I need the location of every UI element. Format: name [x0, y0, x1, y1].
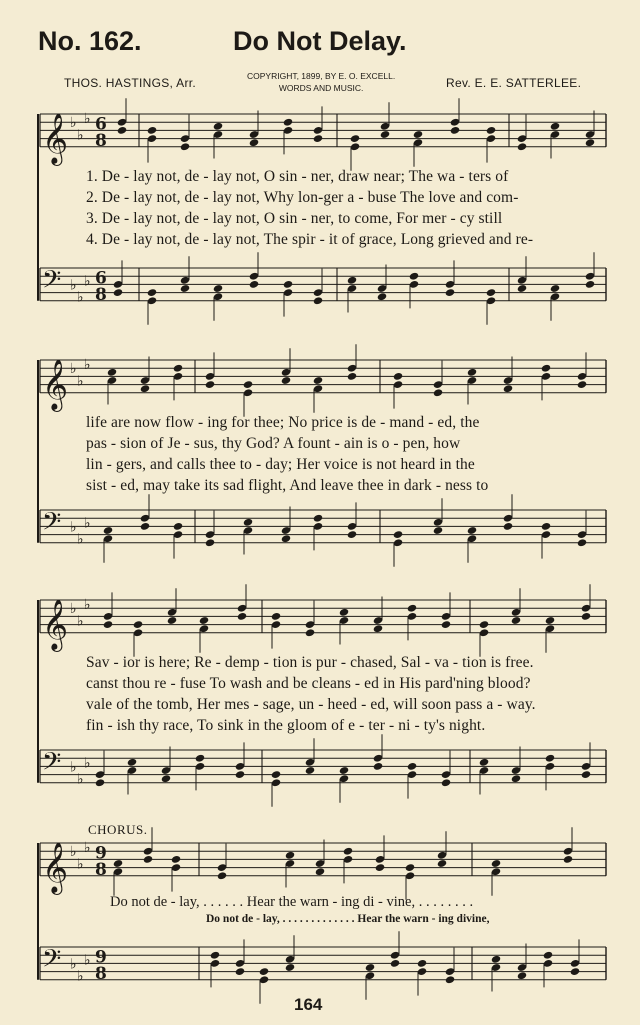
note-head-icon	[350, 134, 360, 143]
note-head-icon	[305, 628, 315, 637]
note-head-icon	[213, 284, 223, 293]
note-head-icon	[393, 530, 403, 539]
bass-clef-icon: 𝄢	[42, 944, 62, 980]
chorus-treble-lyrics: Do not de - lay, . . . . . . Hear the warn - ing di - vine, . . . . . . . .	[110, 894, 474, 910]
note-head-icon	[550, 284, 560, 293]
hymn-number: No. 162.	[38, 26, 142, 56]
note-head-icon	[405, 863, 415, 872]
note-head-icon	[283, 280, 293, 289]
flat-icon: ♭	[70, 956, 77, 973]
note-head-icon	[417, 959, 427, 968]
note-head-icon	[147, 126, 157, 135]
note-head-icon	[407, 762, 417, 771]
verse-1-line-3: Sav - ior is here; Re - demp - tion is pur - chased, Sal - va - tion is free.	[86, 654, 534, 671]
note-head-icon	[205, 380, 215, 389]
time-signature-icon: 9	[95, 947, 107, 968]
flat-icon: ♭	[84, 952, 91, 969]
note-head-icon	[243, 380, 253, 389]
note-head-icon	[180, 284, 190, 293]
time-signature-icon: 6	[95, 268, 107, 289]
note-head-icon	[195, 754, 205, 763]
author-credit: Rev. E. E. SATTERLEE.	[446, 76, 582, 90]
verse-4-line-1: 4. De - lay not, de - lay not, The spir - it of grace, Long grieved and re-	[86, 231, 534, 248]
note-head-icon	[467, 526, 477, 535]
note-head-icon	[517, 284, 527, 293]
flat-icon: ♭	[77, 771, 84, 788]
note-head-icon	[467, 368, 477, 377]
note-head-icon	[347, 530, 357, 539]
note-head-icon	[103, 526, 113, 535]
note-head-icon	[107, 368, 117, 377]
note-head-icon	[570, 967, 580, 976]
note-head-icon	[486, 126, 496, 135]
note-head-icon	[390, 959, 400, 968]
note-head-icon	[171, 855, 181, 864]
note-head-icon	[541, 522, 551, 531]
flat-icon: ♭	[70, 115, 77, 132]
note-head-icon	[235, 967, 245, 976]
note-head-icon	[343, 847, 353, 856]
note-head-icon	[517, 971, 527, 980]
time-signature-icon: 8	[95, 284, 107, 305]
note-head-icon	[143, 855, 153, 864]
note-head-icon	[441, 778, 451, 787]
note-head-icon	[563, 855, 573, 864]
note-head-icon	[249, 138, 259, 147]
note-head-icon	[167, 616, 177, 625]
flat-icon: ♭	[84, 111, 91, 128]
note-head-icon	[479, 620, 489, 629]
flat-icon: ♭	[77, 856, 84, 873]
note-head-icon	[491, 955, 501, 964]
note-head-icon	[281, 376, 291, 385]
chorus-label: CHORUS.	[88, 822, 148, 837]
note-head-icon	[237, 612, 247, 621]
note-head-icon	[140, 522, 150, 531]
time-signature-icon: 8	[95, 130, 107, 151]
time-signature-icon: 6	[95, 114, 107, 135]
verse-4-line-2: sist - ed, may take its sad flight, And leave thee in dark - ness to	[86, 477, 489, 494]
treble-clef-icon: 𝄞	[42, 112, 69, 164]
note-head-icon	[373, 762, 383, 771]
note-head-icon	[445, 288, 455, 297]
time-signature-icon: 8	[95, 963, 107, 984]
note-head-icon	[339, 766, 349, 775]
note-head-icon	[313, 376, 323, 385]
note-head-icon	[373, 624, 383, 633]
note-head-icon	[140, 384, 150, 393]
flat-icon: ♭	[77, 289, 84, 306]
flat-icon: ♭	[70, 844, 77, 861]
verse-2-line-2: pas - sion of Je - sus, thy God? A fount - ain is o - pen, how	[86, 435, 461, 452]
note-head-icon	[285, 963, 295, 972]
flat-icon: ♭	[84, 597, 91, 614]
note-head-icon	[413, 130, 423, 139]
note-head-icon	[271, 770, 281, 779]
note-head-icon	[517, 142, 527, 151]
treble-clef-icon: 𝄞	[42, 841, 69, 893]
note-head-icon	[249, 280, 259, 289]
note-head-icon	[581, 770, 591, 779]
treble-clef-icon: 𝄞	[42, 358, 69, 410]
flat-icon: ♭	[70, 361, 77, 378]
note-head-icon	[577, 380, 587, 389]
note-head-icon	[450, 126, 460, 135]
flat-icon: ♭	[77, 613, 84, 630]
note-head-icon	[213, 122, 223, 131]
note-head-icon	[285, 851, 295, 860]
note-head-icon	[283, 118, 293, 127]
note-head-icon	[409, 272, 419, 281]
note-head-icon	[441, 620, 451, 629]
note-head-icon	[281, 534, 291, 543]
note-head-icon	[347, 276, 357, 285]
note-head-icon	[305, 766, 315, 775]
flat-icon: ♭	[84, 755, 91, 772]
flat-icon: ♭	[77, 531, 84, 548]
page-number: 164	[294, 995, 323, 1014]
note-head-icon	[437, 859, 447, 868]
note-head-icon	[503, 522, 513, 531]
copyright-line-2: WORDS AND MUSIC.	[278, 83, 364, 93]
arranger-credit: THOS. HASTINGS, Arr.	[64, 76, 197, 90]
flat-icon: ♭	[70, 519, 77, 536]
note-head-icon	[210, 951, 220, 960]
flat-icon: ♭	[84, 840, 91, 857]
note-head-icon	[545, 754, 555, 763]
verse-3-line-2: lin - gers, and calls thee to - day; Her voice is not heard in the	[86, 456, 475, 473]
note-head-icon	[113, 288, 123, 297]
flat-icon: ♭	[84, 273, 91, 290]
note-head-icon	[217, 871, 227, 880]
flat-icon: ♭	[77, 127, 84, 144]
note-head-icon	[541, 364, 551, 373]
time-signature-icon: 9	[95, 843, 107, 864]
note-head-icon	[407, 604, 417, 613]
note-head-icon	[491, 859, 501, 868]
note-head-icon	[380, 130, 390, 139]
verse-2-line-3: canst thou re - fuse To wash and be cleans - ed in His pard'ning blood?	[86, 675, 531, 692]
flat-icon: ♭	[77, 373, 84, 390]
flat-icon: ♭	[70, 759, 77, 776]
note-head-icon	[445, 975, 455, 984]
bass-clef-icon: 𝄢	[42, 747, 62, 783]
note-head-icon	[585, 138, 595, 147]
note-head-icon	[147, 288, 157, 297]
note-head-icon	[117, 126, 127, 135]
note-head-icon	[173, 522, 183, 531]
note-head-icon	[113, 859, 123, 868]
note-head-icon	[545, 616, 555, 625]
flat-icon: ♭	[70, 277, 77, 294]
flat-icon: ♭	[84, 357, 91, 374]
flat-icon: ♭	[84, 515, 91, 532]
bass-clef-icon: 𝄢	[42, 507, 62, 543]
note-head-icon	[259, 967, 269, 976]
note-head-icon	[133, 620, 143, 629]
copyright-line-1: COPYRIGHT, 1899, BY E. O. EXCELL.	[247, 71, 396, 81]
note-head-icon	[339, 608, 349, 617]
note-head-icon	[235, 770, 245, 779]
verse-4-line-3: fin - ish thy race, To sink in the gloom of e - ter - ni - ty's night.	[86, 717, 486, 734]
time-signature-icon: 8	[95, 859, 107, 880]
note-head-icon	[511, 616, 521, 625]
note-head-icon	[161, 774, 171, 783]
verse-1-line-1: 1. De - lay not, de - lay not, O sin - ner, draw near; The wa - ters of	[86, 168, 509, 185]
note-head-icon	[377, 292, 387, 301]
note-head-icon	[205, 538, 215, 547]
note-head-icon	[486, 288, 496, 297]
treble-clef-icon: 𝄞	[42, 598, 69, 650]
note-head-icon	[393, 372, 403, 381]
note-head-icon	[127, 758, 137, 767]
note-head-icon	[347, 372, 357, 381]
chorus-bass-lyrics: Do not de - lay, . . . . . . . . . . . . . Hear the warn - ing divine,	[206, 913, 490, 925]
note-head-icon	[511, 774, 521, 783]
note-head-icon	[375, 863, 385, 872]
note-head-icon	[313, 134, 323, 143]
bass-clef-icon: 𝄢	[42, 265, 62, 301]
note-head-icon	[243, 518, 253, 527]
flat-icon: ♭	[77, 968, 84, 985]
note-head-icon	[95, 778, 105, 787]
verse-1-line-2: life are now flow - ing for thee; No price is de - mand - ed, the	[86, 414, 480, 431]
note-head-icon	[433, 388, 443, 397]
note-head-icon	[180, 142, 190, 151]
note-head-icon	[581, 612, 591, 621]
note-head-icon	[433, 526, 443, 535]
verse-3-line-3: vale of the tomb, Her mes - sage, un - heed - ed, will soon pass a - way.	[86, 696, 536, 713]
hymn-title: Do Not Delay.	[233, 26, 407, 56]
note-head-icon	[315, 867, 325, 876]
note-head-icon	[199, 616, 209, 625]
note-head-icon	[313, 296, 323, 305]
verse-2-line-1: 2. De - lay not, de - lay not, Why lon-ger a - buse The love and com-	[86, 189, 519, 206]
note-head-icon	[313, 514, 323, 523]
note-head-icon	[271, 612, 281, 621]
note-head-icon	[543, 951, 553, 960]
note-head-icon	[103, 620, 113, 629]
verse-3-line-1: 3. De - lay not, de - lay not, O sin - ner, to come, For mer - cy still	[86, 210, 503, 227]
note-head-icon	[479, 758, 489, 767]
note-head-icon	[365, 963, 375, 972]
note-head-icon	[550, 122, 560, 131]
flat-icon: ♭	[70, 601, 77, 618]
note-head-icon	[577, 538, 587, 547]
note-head-icon	[503, 384, 513, 393]
note-head-icon	[585, 280, 595, 289]
note-head-icon	[173, 364, 183, 373]
